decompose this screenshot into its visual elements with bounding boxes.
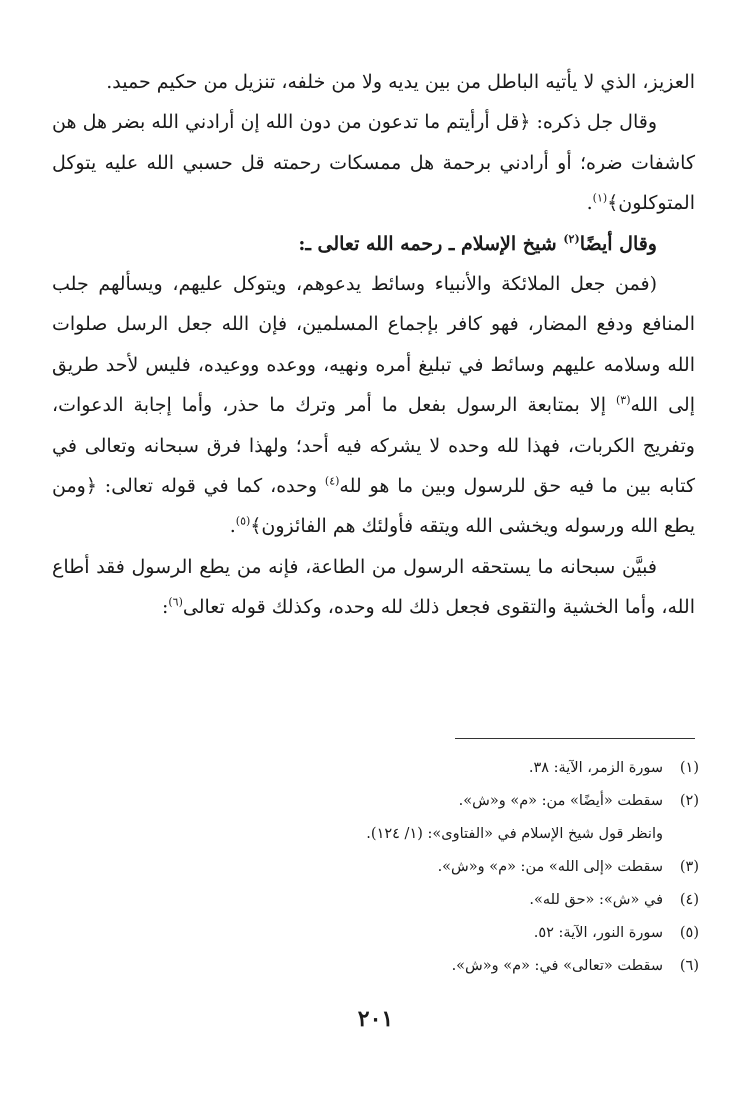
footnote-text: سورة الزمر، الآية: ٣٨. — [528, 760, 663, 776]
footnote-2 — [52, 785, 699, 818]
footnote-ref-2[interactable]: (٢) — [563, 232, 580, 246]
footnote-text: وانظر قول شيخ الإسلام في «الفتاوى»: (١/ ١٢٤). — [366, 826, 663, 842]
paragraph-continuation: العزيز، الذي لا يأتيه الباطل من بين يديه ولا من خلفه، تنزيل من حكيم حميد. — [106, 71, 695, 93]
footnote-text: سقطت «إلى الله» من: «م» و«ش». — [437, 859, 663, 875]
footnote-5 — [52, 917, 699, 950]
footnote-ref-5[interactable]: (٥) — [235, 515, 251, 529]
main-text — [52, 62, 695, 628]
footnote-number: (٤) — [679, 892, 699, 908]
footnote-1 — [52, 752, 699, 785]
footnote-text: سورة النور، الآية: ٥٢. — [533, 925, 663, 941]
footnote-3 — [52, 851, 699, 884]
footnote-6 — [52, 950, 699, 983]
footnote-ref-4[interactable]: (٤) — [324, 474, 340, 488]
footnote-number: (٢) — [679, 793, 699, 809]
footnote-2-continuation — [52, 818, 699, 851]
footnote-ref-6[interactable]: (٦) — [168, 595, 183, 609]
paragraph-quran-zumar: وقال جل ذكره: ﴿قل أرأيتم ما تدعون من دون الله إن أرادني الله بضر هل هن كاشفات ضره؛ أو أرادني برحمة هل ممسكات رحمته قل حسبي الله عليه يتوكل المتوكلون﴾$^{(١)}$. — [52, 111, 695, 215]
footnote-text: في «ش»: «حق لله». — [529, 892, 663, 908]
footnote-number: (٦) — [679, 958, 699, 974]
section-heading: وقال أيضًا$^{(٢)}$ شيخ الإسلام ـ رحمه الله تعالى ـ: — [298, 232, 657, 255]
footnote-number: (٥) — [679, 925, 699, 941]
footnote-4 — [52, 884, 699, 917]
footnote-number: (٣) — [679, 859, 699, 875]
footnote-separator — [455, 738, 695, 739]
footnote-ref-1[interactable]: (١) — [592, 191, 608, 205]
footnote-text: سقطت «تعالى» في: «م» و«ش». — [451, 958, 663, 974]
footnotes — [52, 752, 699, 983]
footnote-text: سقطت «أيضًا» من: «م» و«ش». — [458, 793, 663, 809]
paragraph-quote: (فمن جعل الملائكة والأنبياء وسائط يدعوهم، ويتوكل عليهم، ويسألهم جلب المنافع ودفع المضار، فهو كافر بإجماع المسلمين، فإن الله جعل الرسل صلوات الله وسلامه عليهم وسائط في تبليغ أمره ونهيه، ووعده ووعيده، فليس لأحد طريق إلى الله$^{(٣)}$ إلا بمتابعة الرسول بفعل ما أمر وترك ما حذر، وأما إجابة الدعوات، وتفريج الكربات، فهذا لله وحده لا يشركه فيه أحد؛ ولهذا فرق سبحانه وتعالى في كتابه بين ما فيه حق للرسول وبين ما هو لله$^{(٤)}$ وحده، كما في قوله تعالى: ﴿ومن يطع الله ورسوله ويخشى الله ويتقه فأولئك هم الفائزون﴾$^{(٥)}$. — [52, 273, 695, 538]
page-number: ٢٠١ — [357, 1006, 394, 1032]
footnote-ref-3[interactable]: (٣) — [616, 393, 631, 407]
paragraph-explanation: فبيَّن سبحانه ما يستحقه الرسول من الطاعة، فإنه من يطع الرسول فقد أطاع الله، وأما الخشية والتقوى فجعل ذلك لله وحده، وكذلك قوله تعالى$^{(٦)}$: — [52, 555, 695, 619]
footnote-number: (١) — [679, 760, 699, 776]
